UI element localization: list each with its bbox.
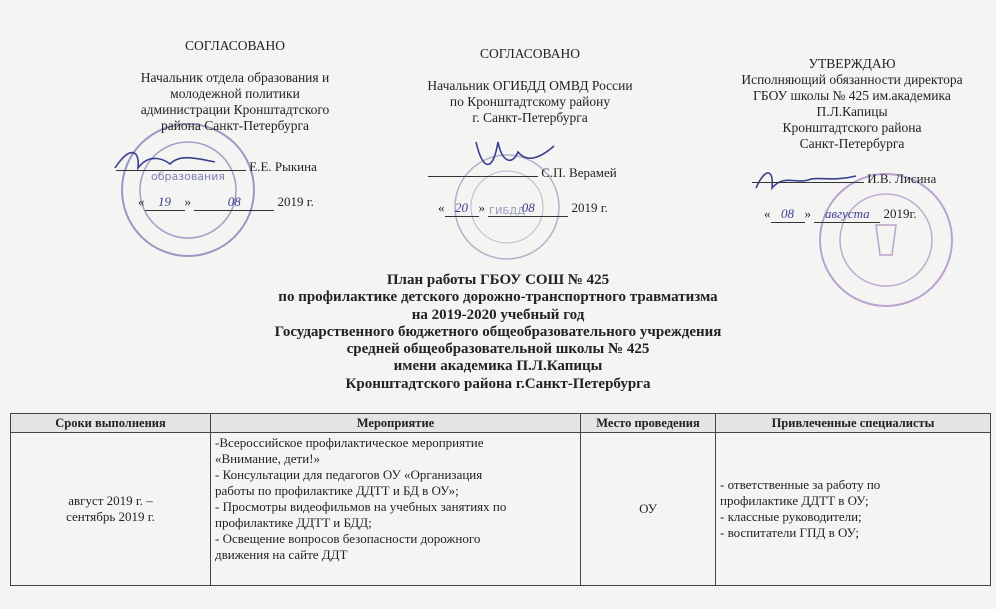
title-line: на 2019-2020 учебный год: [411, 306, 585, 323]
document-title: [0, 272, 996, 393]
title-line: средней общеобразовательной школы № 425: [346, 341, 650, 358]
table-header-row: [11, 414, 991, 433]
date-month: августа: [814, 206, 880, 223]
column-header-period: Сроки выполнения: [11, 414, 211, 433]
period-line: сентябрь 2019 г.: [66, 509, 155, 524]
title-line: по профилактике детского дорожно-транспортного травматизма: [278, 289, 718, 306]
date-year: 2019 г.: [571, 200, 608, 215]
approval-block-education: [100, 38, 370, 134]
position-line: Начальник ОГИБДД ОМВД России: [427, 78, 633, 93]
position-line: Начальник отдела образования и: [140, 70, 330, 85]
specialist-line: - воспитатели ГПД в ОУ;: [720, 525, 859, 540]
stamp-text: ГИБДД: [488, 206, 526, 217]
activity-line: «Внимание, дети!»: [215, 451, 321, 466]
date-year: 2019г.: [883, 206, 917, 221]
specialist-line: профилактике ДДТТ в ОУ;: [720, 493, 869, 508]
signer-name: С.П. Верамей: [541, 165, 617, 180]
date-month: 08: [488, 200, 568, 217]
specialist-line: - ответственные за работу по: [720, 477, 881, 492]
position-line: Исполняющий обязанности директора: [741, 72, 963, 87]
title-line: имени академика П.Л.Капицы: [393, 358, 603, 375]
stamp-text: образования: [151, 170, 225, 183]
position-line: молодежной политики: [170, 86, 300, 101]
date-day: 20: [445, 200, 479, 217]
position-line: Кронштадтского района: [782, 120, 922, 135]
signature-line-2: [428, 165, 617, 181]
signature-line-1: [116, 159, 317, 175]
date-year: 2019 г.: [277, 194, 314, 209]
signer-name: Е.Е. Рыкина: [249, 159, 317, 174]
activity-line: движения на сайте ДДТ: [215, 547, 348, 562]
title-line: Государственного бюджетного общеобразовательного учреждения: [274, 323, 722, 340]
approval-block-school: [718, 56, 986, 152]
activity-line: профилактике ДДТТ и БДД;: [215, 515, 372, 530]
specialist-line: - классные руководители;: [720, 509, 862, 524]
title-line: План работы ГБОУ СОШ № 425: [386, 272, 610, 288]
position-line: по Кронштадтскому району: [449, 94, 611, 109]
date-day: 08: [771, 206, 805, 223]
activity-line: - Консультации для педагогов ОУ «Организация: [215, 467, 483, 482]
date-line-1: « 19 » 08 2019 г.: [138, 194, 314, 209]
position-line: г. Санкт-Петербурга: [472, 110, 588, 125]
activity-line: работы по профилактике ДДТТ и БД в ОУ»;: [215, 483, 459, 498]
date-line-2: « 20 » 08 2019 г.: [438, 200, 608, 215]
plan-table: [10, 413, 991, 586]
date-line-3: « 08 » августа 2019г.: [764, 206, 917, 221]
date-day: 19: [145, 194, 185, 211]
position-line: района Санкт-Петербурга: [160, 118, 310, 133]
title-line: Кронштадтского района г.Санкт-Петербурга: [345, 375, 651, 392]
position-line: ГБОУ школы № 425 им.академика: [753, 88, 951, 103]
approval-header: УТВЕРЖДАЮ: [808, 56, 896, 71]
table-row: [11, 433, 991, 586]
approval-header: СОГЛАСОВАНО: [185, 38, 285, 53]
date-month: 08: [194, 194, 274, 211]
activity-line: - Освещение вопросов безопасности дорожного: [215, 531, 481, 546]
cell-specialists: [716, 433, 991, 586]
activity-line: - Просмотры видеофильмов на учебных занятиях по: [215, 499, 507, 514]
column-header-activity: Мероприятие: [211, 414, 581, 433]
signer-name: И.В. Лисина: [867, 171, 937, 186]
activity-line: -Всероссийское профилактическое мероприятие: [215, 435, 484, 450]
column-header-specialists: Привлеченные специалисты: [716, 414, 991, 433]
cell-period: [11, 433, 211, 586]
position-line: П.Л.Капицы: [816, 104, 888, 119]
approval-header: СОГЛАСОВАНО: [480, 46, 580, 61]
column-header-place: Место проведения: [581, 414, 716, 433]
position-line: администрации Кронштадтского: [140, 102, 330, 117]
cell-activities: [211, 433, 581, 586]
approval-block-gibdd: [400, 46, 660, 126]
position-line: Санкт-Петербурга: [799, 136, 905, 151]
period-line: август 2019 г. –: [68, 493, 153, 508]
signature-line-3: [752, 171, 936, 187]
cell-place: ОУ: [581, 433, 716, 586]
